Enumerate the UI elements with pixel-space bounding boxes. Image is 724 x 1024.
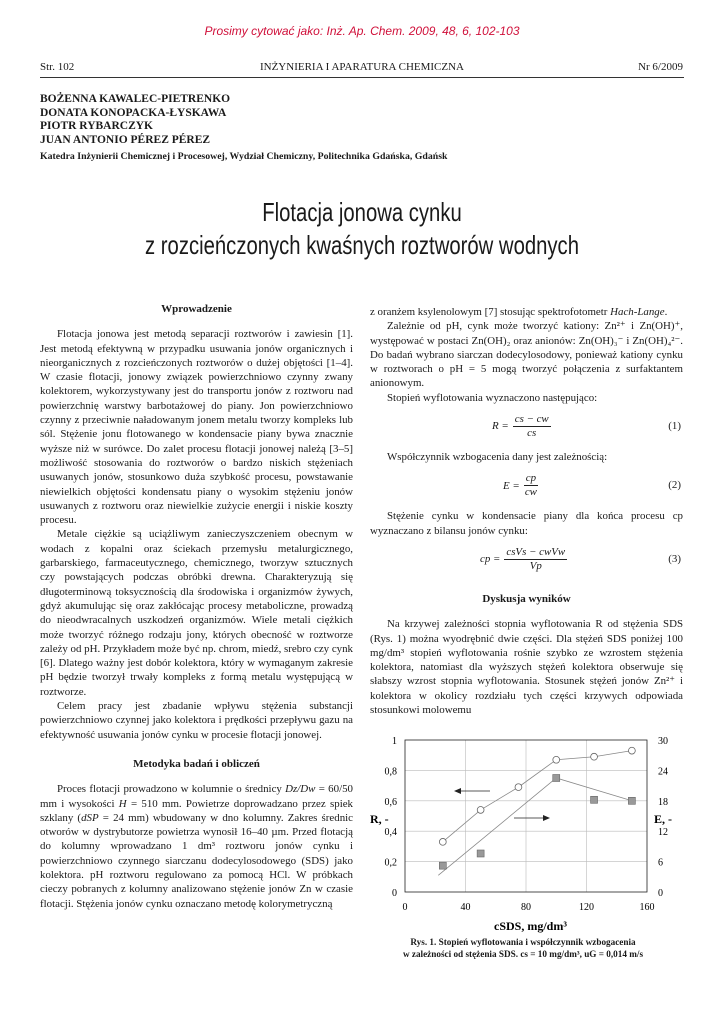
author: PIOTR RYBARCZYK [40, 120, 154, 132]
square-marker [591, 796, 598, 803]
equation-lhs: E = [503, 479, 520, 492]
x-axis-label: cSDS, mg/dm³ [494, 919, 567, 933]
x-tick-label: 120 [579, 902, 594, 913]
equation-numerator: cp [525, 472, 537, 485]
issue-number: Nr 6/2009 [638, 61, 683, 73]
citation-line: Prosimy cytować jako: Inż. Ap. Chem. 2009, 48, 6, 102-103 [204, 24, 520, 38]
circle-marker [628, 747, 635, 754]
square-marker [439, 862, 446, 869]
y-right-axis-label: E, - [654, 812, 672, 826]
series-line [438, 778, 632, 875]
square-marker [553, 775, 560, 782]
paragraph: Zależnie od pH, cynk może tworzyć kationy: Zn²⁺ i Zn(OH)⁺, występować w postaci Zn(OH)₂ oraz anionów: Zn(OH)₃⁻ i Zn(OH)₄²⁻. Do badań wybrano siarczan dodecylosodowy, ponieważ kationy cynku w roztworach o pH = 5 mogą tworzyć połączenia z surfaktantem anionowym. [370, 320, 683, 390]
equation-numerator: cs − cw [514, 413, 549, 426]
page-number: Str. 102 [40, 61, 75, 73]
y-left-tick-label: 1 [392, 736, 397, 747]
y-right-tick-label: 24 [658, 766, 668, 778]
instrument-name: Hach-Lange [610, 306, 665, 318]
equation-label: (3) [668, 552, 681, 565]
paragraph: Stopień wyflotowania wyznaczono następująco: [387, 391, 598, 404]
paragraph: Celem pracy jest zbadanie wpływu stężenia substancji powierzchniowo czynnej jako kolektora i prędkości przepływu gazu na efektywność usuwania jonów cynku w procesie flotacji jonowej. [40, 700, 353, 741]
author: JUAN ANTONIO PÉREZ PÉREZ [40, 133, 211, 146]
x-tick-label: 160 [639, 902, 655, 913]
symbol: Dz/Dw [285, 783, 316, 796]
caption-line: Rys. 1. Stopień wyflotowania i współczynnik wzbogacenia [410, 937, 636, 947]
text: Proces flotacji prowadzono w kolumnie o średnicy [57, 783, 286, 796]
y-left-tick-label: 0,6 [384, 796, 397, 808]
paragraph: Współczynnik wzbogacenia dany jest zależnością: [387, 451, 608, 464]
paragraph: Na krzywej zależności stopnia wyflotowania R od stężenia SDS (Rys. 1) można wyodrębnić dwie części. Dla stężeń SDS poniżej 100 mg/dm³ stopień wyflotowania rośnie szybko ze wzrostem stężenia kolektora, natomiast dla wyższych stężeń kolektora obserwuje się słabszy wzrost stopnia wyflotowania. Stosunek stężeń jonów Zn²⁺ i kolektora w okolicy rozdziału tych części krzywych odpowiada stosunkowi molowemu [370, 618, 683, 717]
journal-name: INŻYNIERIA I APARATURA CHEMICZNA [259, 61, 465, 73]
x-tick-label: 40 [460, 902, 471, 913]
y-right-tick-label: 0 [658, 888, 663, 899]
author-list [40, 93, 230, 147]
figure-1-chart [362, 732, 684, 934]
equation-3 [370, 544, 683, 578]
text: = 24 mm) wbudowany w dno kolumny. Zakres średnic otworów w dystrybutorze powietrza wynosił 16–40 µm. Przed flotacją do kolumny wprowadzano 1 dm³ roztworu jonów cynku i powierzchniowo czynnego siarczanu dodecylosodowego (SDS) jako kolektora. pH roztworu regulowano za pomocą HCl. W próbkach cieczy pobranych z kolumny analizowano stężenie jonów Zn w czasie flotacji. Stężenia jonów cynku oznaczano metodę kolorymetryczną [40, 811, 354, 910]
text: = 510 mm. Powietrze doprowadzano przez spiek szklany ( [40, 797, 353, 824]
author: DONATA KONOPACKA-ŁYSKAWA [40, 106, 227, 119]
text: = 60/50 mm i wysokości [40, 783, 353, 810]
symbol: H [118, 797, 127, 810]
series-line [443, 751, 632, 842]
equation-denominator: cw [524, 486, 537, 499]
paragraph: Stężenie cynku w kondensacie piany dla końca procesu cp wyznaczano z bilansu jonów cynku: [370, 510, 683, 537]
equation-lhs: cp = [480, 553, 501, 566]
paragraph [40, 782, 353, 911]
right-axis-arrowhead [543, 815, 550, 821]
left-axis-arrowhead [454, 788, 461, 794]
circle-marker [439, 838, 446, 845]
equation-1 [370, 411, 683, 445]
paragraph: Flotacja jonowa jest metodą separacji roztworów i zawiesin [1]. Jest metodą efektywną w przypadku usuwania jonów organicznych i nieorganicznych z rozcieńczonych roztworów o dużej objętości [1–4]. W czasie flotacji, jonowy związek powierzchniowo czynny zwany kolektorem, wykorzystywany jest do transportu jonów z roztworu nad powierzchnię warstwy barbotażowej do piany. Jon powierzchniowo czynny z przeciwnie naładowanym jonem metalu tworzy kompleks lub sól. Stężenie jonu flotowanego w kondensacie piany bywa znacznie wyższe niż w surówce. Do zalet procesu flotacji jonowej należą [3–5] możliwość stosowania do roztworów o bardzo niskich stężeniach usuwanych jonów, stosunkowo duża szybkość procesu, powstawanie niewielkich objętości kondensatu piany o wysokim stężeniu jonów usuwanych z roztworu oraz niewielkie zużycie energii i niskie koszty procesu. [40, 328, 353, 527]
equation-denominator: cs [527, 427, 537, 440]
right-column [370, 305, 683, 717]
square-marker [628, 797, 635, 804]
figure-caption [362, 936, 684, 960]
author: BOŻENNA KAWALEC-PIETRENKO [40, 93, 231, 105]
article-title [80, 196, 645, 262]
y-left-tick-label: 0,2 [384, 857, 397, 869]
y-left-tick-label: 0,8 [384, 766, 397, 778]
circle-marker [591, 753, 598, 760]
text: z oranżem ksylenolowym [7] stosując spektrofotometr [370, 306, 611, 318]
x-tick-label: 80 [521, 902, 531, 913]
y-left-axis-label: R, - [370, 812, 389, 826]
section-heading: Wprowadzenie [161, 303, 232, 315]
chart-trend-lines [438, 751, 632, 876]
symbol: dSP [81, 811, 99, 824]
y-right-tick-label: 6 [658, 857, 663, 869]
y-left-tick-label: 0,4 [384, 827, 397, 839]
y-right-tick-label: 18 [658, 796, 668, 808]
y-left-tick-label: 0 [392, 888, 397, 899]
section-heading: Metodyka badań i obliczeń [133, 757, 260, 770]
circle-marker [477, 807, 484, 814]
equation-lhs: R = [492, 420, 509, 433]
affiliation: Katedra Inżynierii Chemicznej i Procesowej, Wydział Chemiczny, Politechnika Gdańska, Gdańsk [40, 151, 448, 162]
equation-label: (2) [668, 479, 681, 492]
equation-numerator: csVs − cwVw [506, 545, 566, 558]
y-right-tick-label: 30 [658, 736, 668, 747]
left-column [40, 302, 353, 911]
title-line: z rozcieńczonych kwaśnych roztworów wodnych [145, 230, 579, 260]
chart-markers [439, 747, 635, 869]
y-right-tick-label: 12 [658, 827, 668, 839]
equation-2 [370, 470, 683, 504]
equation-denominator: Vp [529, 559, 542, 572]
text: . [664, 306, 668, 318]
paragraph [370, 305, 683, 319]
caption-line: w zależności od stężenia SDS. cs = 10 mg/dm³, uG = 0,014 m/s [402, 949, 644, 959]
paragraph: Metale ciężkie są uciążliwym zanieczyszczeniem obecnym w wodach z kopalni oraz ściekach przemysłu metalurgicznego, garbarskiego, farmaceutycznego, chemicznego, tworzyw sztucznych czy powstających podczas obróbki drewna. Charakteryzują się długoterminową toksycznością dla środowiska i organizmów żywych, gdyż akumulując się oraz zakłócając procesy metaboliczne, prowadzą do nieodwracalnych uszkodzeń organizmów. Wiele metali ciężkich może tworzyć różnego rodzaju jony, których obecność w roztworze zależy od pH. Przykładem może być np. chrom, miedź, srebro czy cynk [6]. Dlatego ważny jest dobór kolektora, który w wymaganym zakresie pH będzie tworzył trwały kompleks z formą metalu występującą w roztworze. [40, 528, 353, 698]
circle-marker [515, 784, 522, 791]
square-marker [477, 850, 484, 857]
circle-marker [553, 756, 560, 763]
title-line: Flotacja jonowa cynku [262, 197, 462, 227]
header-rule [40, 77, 684, 78]
equation-label: (1) [668, 420, 681, 433]
x-tick-label: 0 [402, 902, 408, 913]
section-heading: Dyskusja wyników [482, 592, 571, 605]
